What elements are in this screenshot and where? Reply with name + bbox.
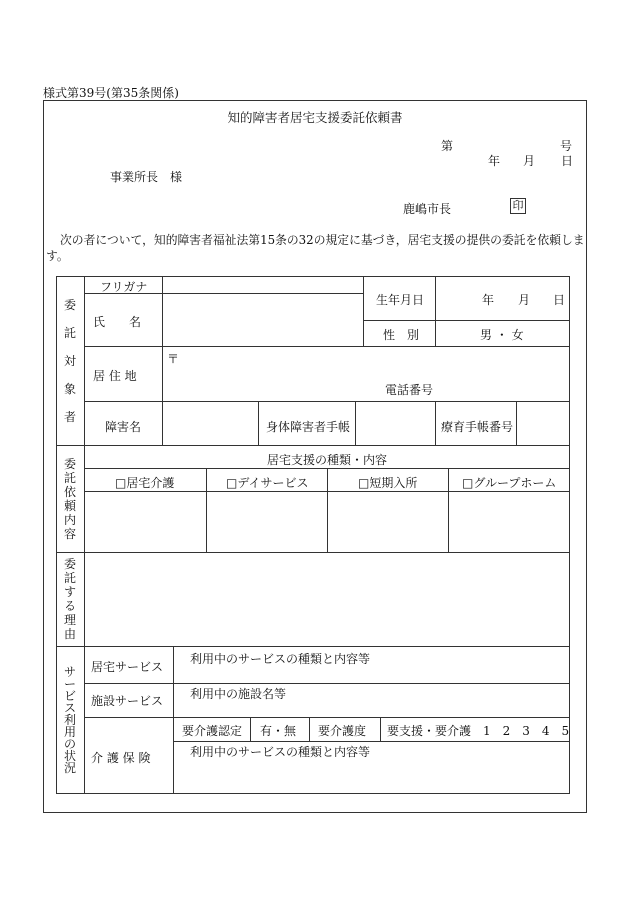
section-label-usage-text	[64, 666, 76, 774]
vertical-char: 内	[63, 512, 76, 527]
section-sep-3	[56, 646, 570, 647]
care-divider-3	[380, 717, 381, 741]
usage-label-divider	[173, 646, 174, 794]
date-month: 月	[523, 154, 536, 168]
vertical-char: 対	[63, 353, 76, 368]
home-service-label: 居宅サービス	[91, 660, 164, 674]
birth-year: 年	[482, 293, 495, 307]
home-service-note: 利用中のサービスの種類と内容等	[190, 652, 371, 666]
section-label-request-text	[64, 458, 76, 540]
request-divider-2	[327, 468, 328, 552]
issuer: 鹿嶋市長	[403, 202, 452, 216]
vertical-char: 用	[63, 725, 76, 739]
vertical-char: 容	[63, 526, 76, 541]
section-label-reason-text	[64, 558, 76, 640]
section-label-request	[56, 445, 84, 552]
vertical-char: る	[63, 599, 76, 613]
form-number: 様式第39号(第35条関係)	[43, 86, 179, 100]
phone-label: 電話番号	[385, 383, 434, 397]
name-label: 氏 名	[93, 315, 142, 329]
usage-line-3	[173, 741, 570, 742]
disability-label: 障害名	[105, 420, 142, 434]
disability-divider-4	[435, 401, 436, 445]
postal-mark: 〒	[167, 352, 180, 366]
vertical-char: 利	[63, 713, 76, 727]
care-divider-2	[309, 717, 310, 741]
vertical-char: 託	[63, 571, 76, 585]
vertical-char: 況	[63, 761, 76, 775]
vertical-char: ー	[63, 677, 76, 691]
vertical-char: ビ	[63, 689, 76, 703]
vertical-char: 依	[63, 484, 76, 499]
section-sep-2	[56, 552, 570, 553]
care-cert-label: 要介護認定	[182, 724, 243, 738]
date-year: 年	[488, 154, 501, 168]
disability-divider-3	[355, 401, 356, 445]
rehab-handbook-label: 療育手帳番号	[441, 420, 514, 434]
date-day: 日	[561, 154, 574, 168]
vertical-char: 由	[63, 627, 76, 641]
addressee: 事業所長 様	[110, 170, 183, 184]
physical-handbook-label: 身体障害者手帳	[266, 420, 351, 434]
sex-label: 性 別	[383, 328, 420, 342]
address-disability-line	[84, 401, 570, 402]
vertical-char: 委	[63, 456, 76, 471]
option-short-stay[interactable]: □短期入所	[358, 476, 418, 490]
vertical-char: の	[63, 737, 76, 751]
usage-line-2	[84, 717, 570, 718]
address-label: 居 住 地	[93, 369, 137, 383]
vertical-char: 者	[63, 409, 76, 424]
vertical-char: 状	[63, 749, 76, 763]
birth-day: 日	[553, 293, 566, 307]
vertical-char: 象	[63, 381, 76, 396]
disability-divider-1	[162, 401, 163, 445]
vertical-char: 委	[63, 297, 76, 312]
name-address-line	[84, 346, 570, 347]
option-group-home[interactable]: □グループホーム	[462, 476, 557, 490]
form-title: 知的障害者居宅支援委託依頼書	[227, 110, 403, 125]
vertical-char: ス	[63, 701, 76, 715]
vertical-char: 託	[63, 470, 76, 485]
name-birth-divider	[363, 276, 364, 346]
body-text-line2: す。	[46, 249, 69, 263]
care-divider-1	[250, 717, 251, 741]
section-sep-1	[56, 445, 570, 446]
section-label-subject	[56, 276, 84, 445]
doc-number-prefix: 第	[441, 139, 454, 153]
furigana-label: フリガナ	[100, 280, 148, 294]
section-label-subject-text	[64, 299, 76, 423]
name-label-divider	[162, 276, 163, 346]
request-header: 居宅支援の種類・内容	[266, 453, 387, 467]
address-label-divider	[162, 346, 163, 401]
vertical-char: 頼	[63, 498, 76, 513]
facility-service-note: 利用中の施設名等	[190, 687, 287, 701]
request-divider-1	[206, 468, 207, 552]
care-note: 利用中のサービスの種類と内容等	[190, 745, 371, 759]
option-home-care[interactable]: □居宅介護	[115, 476, 175, 490]
birth-value-divider	[435, 276, 436, 346]
body-text-line1: 次の者について，知的障害者福祉法第15条の32の規定に基づき，居宅支援の提供の委託を依頼しま	[60, 233, 585, 247]
seal-mark: 印	[510, 198, 526, 214]
birth-month: 月	[518, 293, 531, 307]
section-label-reason	[56, 552, 84, 646]
disability-divider-5	[516, 401, 517, 445]
vertical-char: 委	[63, 557, 76, 571]
sex-value: 男 ・ 女	[480, 328, 524, 342]
vertical-char: す	[63, 585, 76, 599]
vertical-char: 託	[63, 325, 76, 340]
care-level-label: 要介護度	[318, 724, 367, 738]
vertical-char: 理	[63, 613, 76, 627]
facility-service-label: 施設サービス	[91, 694, 164, 708]
doc-number-suffix: 号	[560, 139, 573, 153]
care-level-value: 要支援・要介護 1 2 3 4 5	[387, 724, 570, 738]
vertical-char: サ	[63, 665, 76, 679]
disability-divider-2	[258, 401, 259, 445]
section-label-usage	[56, 646, 84, 794]
birth-label: 生年月日	[376, 293, 425, 307]
birth-sex-line	[363, 320, 570, 321]
usage-line-1	[84, 683, 570, 684]
request-divider-3	[448, 468, 449, 552]
option-day-service[interactable]: □デイサービス	[226, 476, 309, 490]
care-cert-value: 有・無	[260, 724, 297, 738]
care-insurance-label: 介 護 保 険	[91, 751, 151, 765]
